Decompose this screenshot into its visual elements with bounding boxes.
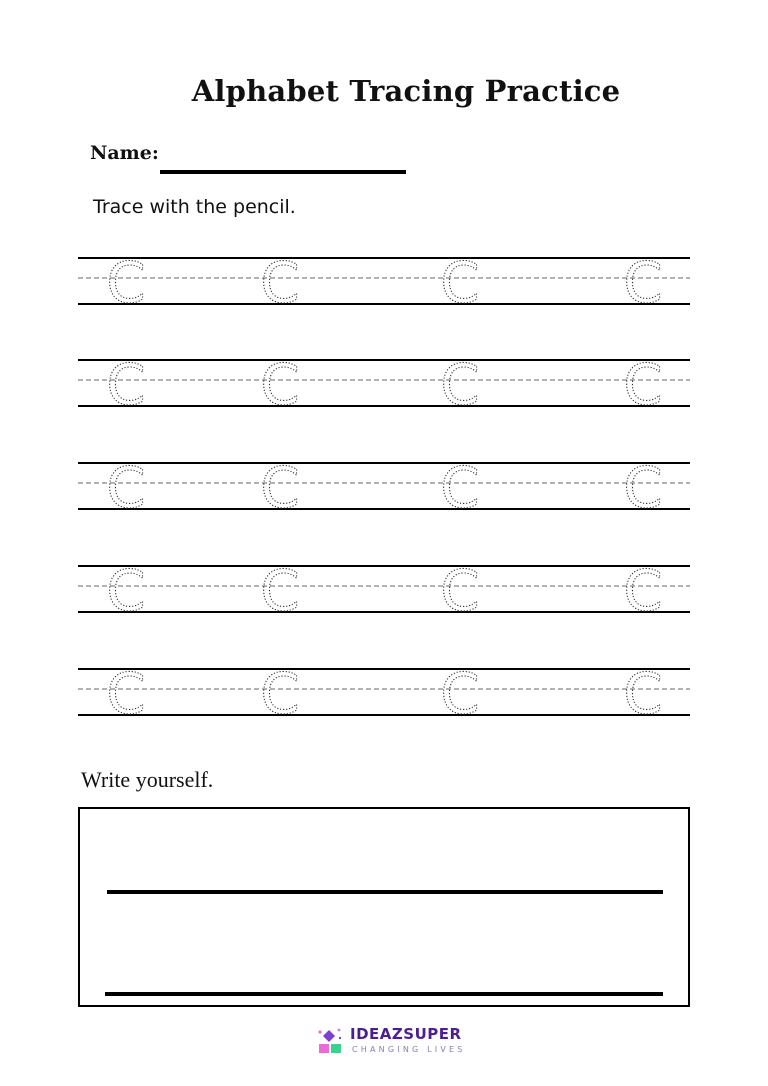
trace-letter: C [260,559,300,624]
page-title: Alphabet Tracing Practice [191,74,621,108]
write-instruction: Write yourself. [81,767,214,792]
logo-name: IDEAZSUPER [350,1025,462,1043]
name-write-line[interactable] [160,170,406,174]
trace-letter: C [623,559,663,624]
trace-letter: C [440,662,480,727]
trace-letter: C [623,456,663,521]
trace-letter: C [440,559,480,624]
brand-logo [316,1024,476,1058]
logo-tagline: CHANGING LIVES [352,1045,466,1054]
trace-letter: C [260,456,300,521]
trace-letter: C [623,662,663,727]
trace-letter: C [106,353,146,418]
trace-letter: C [106,662,146,727]
trace-instruction: Trace with the pencil. [93,196,296,218]
trace-letter: C [106,559,146,624]
trace-letter: C [260,353,300,418]
trace-letter: C [260,251,300,316]
trace-row [78,353,690,418]
trace-letter: C [106,251,146,316]
write-line [105,992,663,996]
trace-letter: C [623,353,663,418]
write-line [107,890,663,894]
trace-letter: C [260,662,300,727]
trace-row [78,456,690,521]
trace-letter: C [440,353,480,418]
shapes-logo-icon [316,1026,344,1056]
trace-letter: C [623,251,663,316]
trace-row [78,662,690,727]
trace-row [78,559,690,624]
trace-letter: C [440,251,480,316]
trace-letter: C [106,456,146,521]
trace-row [78,251,690,316]
write-box[interactable] [78,807,690,1007]
name-label: Name: [90,142,159,164]
trace-letter: C [440,456,480,521]
